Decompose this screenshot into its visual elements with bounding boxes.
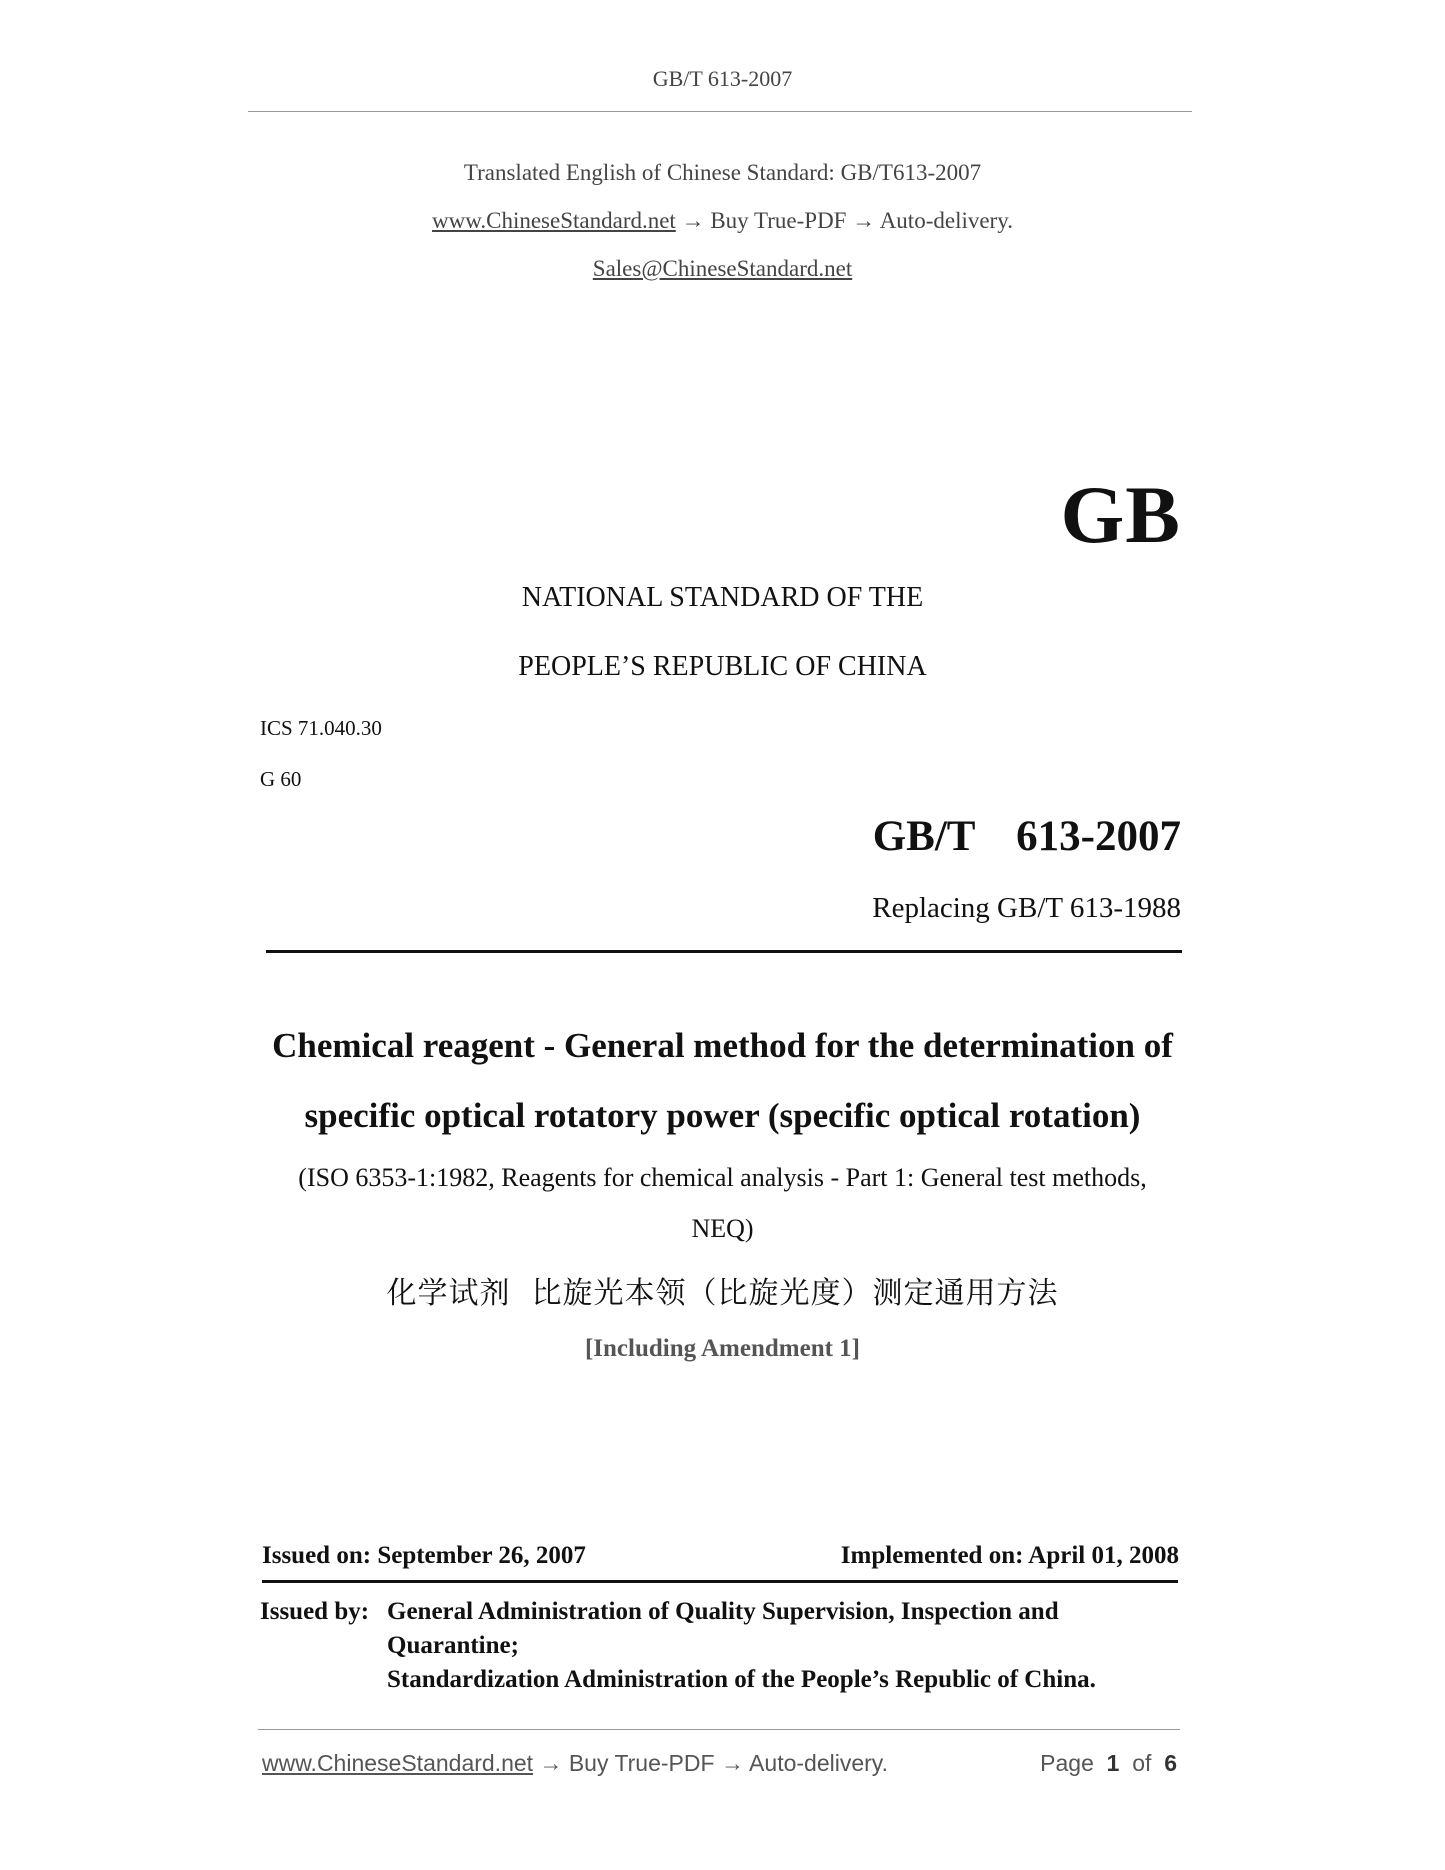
national-standard-line2: PEOPLE’S REPUBLIC OF CHINA [518,651,927,682]
page-of: of [1132,1750,1152,1776]
footer-site-link[interactable]: www.ChineseStandard.net [262,1750,534,1776]
national-standard-line1: NATIONAL STANDARD OF THE [521,582,924,613]
issued-by-first-line [260,1595,1096,1629]
ics-code: ICS 71.040.30 [260,716,382,740]
title-line1: Chemical reagent - General method for the determination of [272,1026,1173,1065]
purchase-text: → Buy True-PDF → Auto-delivery. [681,208,1013,233]
issued-by-org2: Standardization Administration of the People’s Republic of China. [387,1666,1096,1693]
title-divider [266,950,1182,953]
standard-number: GB/T 613-2007 [872,813,1181,860]
iso-reference-line1: (ISO 6353-1:1982, Reagents for chemical analysis - Part 1: General test methods, [298,1163,1147,1192]
classification-code: G 60 [260,767,302,791]
chinese-title: 化学试剂 比旋光本领（比旋光度）测定通用方法 [386,1276,1059,1311]
purchase-line [0,208,1445,234]
issued-by-org1-cont: Quarantine; [387,1632,519,1659]
issued-by-label: Issued by: [260,1598,370,1625]
page-label: Page [1040,1750,1094,1776]
gb-mark: GB [1060,469,1181,560]
title-line2: specific optical rotatory power (specific optical rotation) [304,1096,1141,1135]
implemented-on: Implemented on: April 01, 2008 [840,1542,1179,1569]
running-header: GB/T 613-2007 [652,66,793,91]
page-current: 1 [1106,1750,1120,1776]
email-link[interactable]: Sales@ChineseStandard.net [592,256,853,281]
translation-notice: Translated English of Chinese Standard: GB/T613-2007 [463,160,982,185]
issued-by-block [260,1595,1096,1697]
amendment-note: [Including Amendment 1] [584,1335,861,1362]
site-link[interactable]: www.ChineseStandard.net [432,208,676,233]
footer-purchase [262,1750,888,1777]
email-line [0,256,1445,282]
footer-purchase-text: → Buy True-PDF → Auto-delivery. [539,1750,888,1776]
issue-divider [262,1580,1178,1583]
page-total: 6 [1164,1750,1177,1776]
issued-by-org1: General Administration of Quality Supervision, Inspection and [387,1598,1059,1625]
iso-reference-line2: NEQ) [691,1214,754,1243]
footer-divider [258,1729,1180,1730]
replacing-note: Replacing GB/T 613-1988 [872,892,1181,924]
header-divider [248,111,1192,112]
issued-on: Issued on: September 26, 2007 [262,1542,586,1569]
page-indicator [1040,1750,1177,1777]
